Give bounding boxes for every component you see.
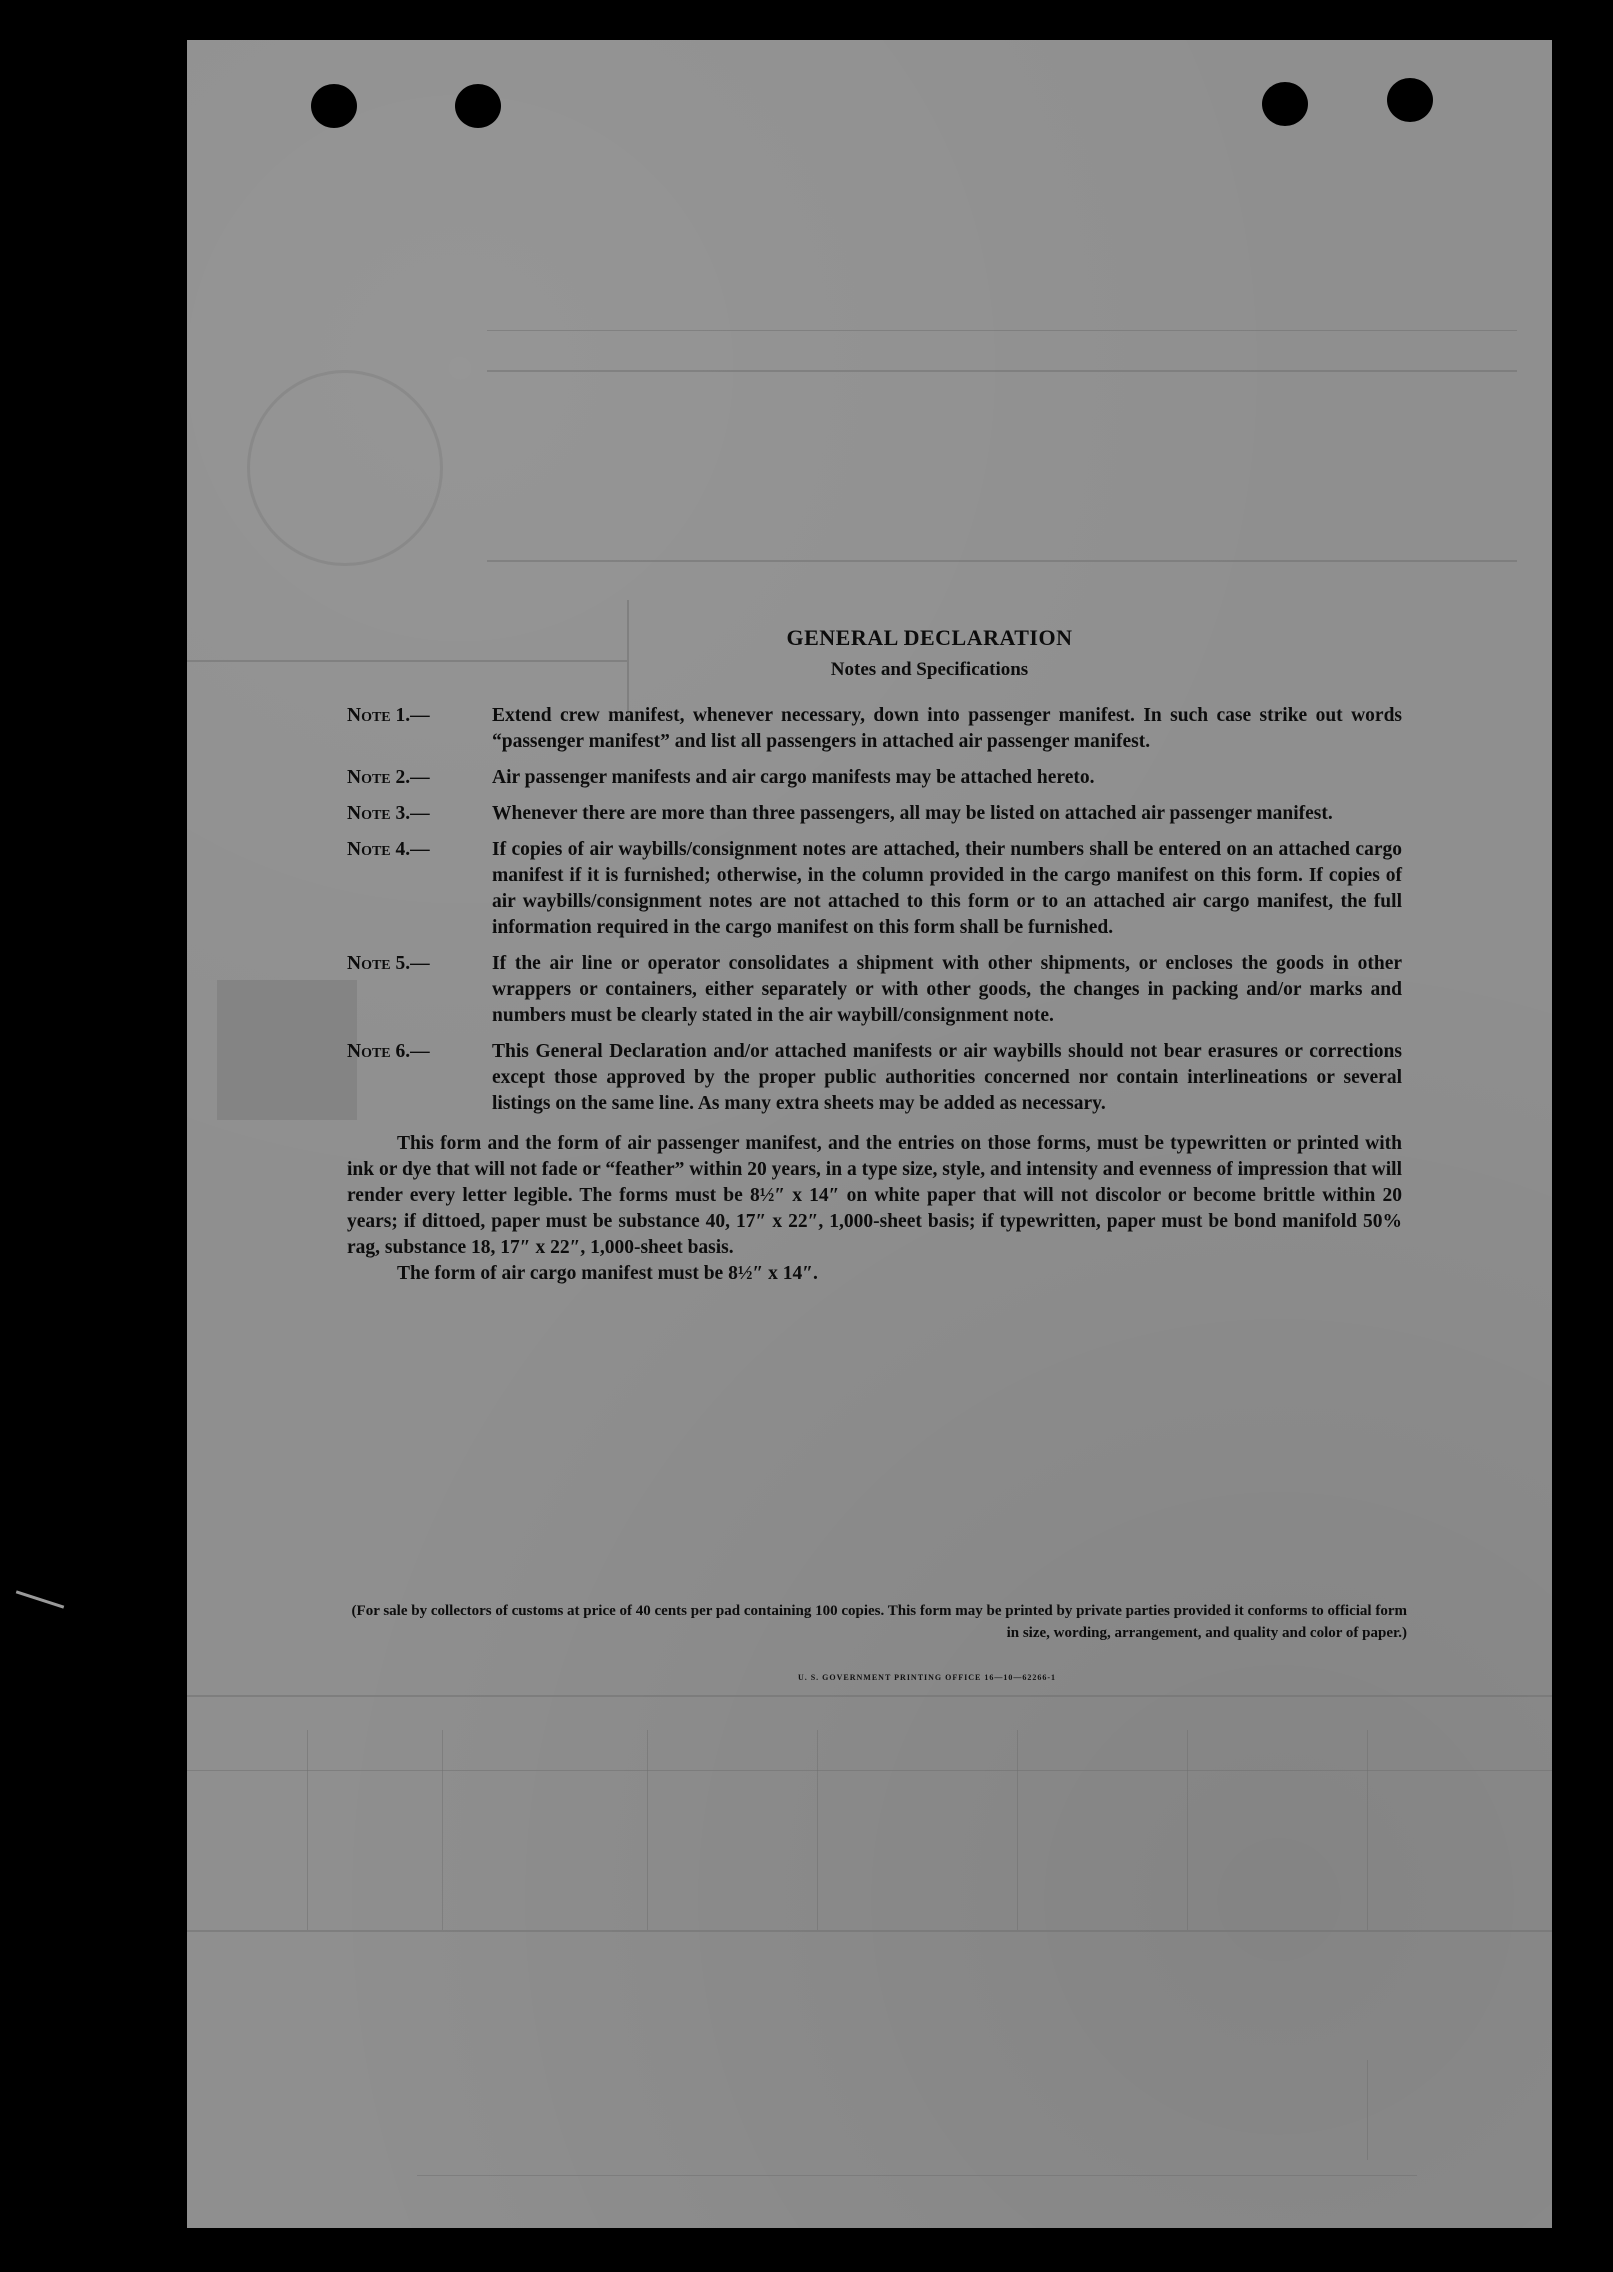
page-subtitle: Notes and Specifications bbox=[830, 659, 1029, 680]
note-label: Note 6. bbox=[347, 1041, 411, 1062]
note-text: Air passenger manifests and air cargo manifests may be attached hereto. bbox=[492, 767, 1095, 788]
note-label: Note 1. bbox=[347, 705, 411, 726]
punch-hole bbox=[311, 84, 357, 128]
note-text: If the air line or operator consolidates a shipment with other shipments, or encloses the goods in other wrappers or containers, either separately or with other goods, the changes in packing and/or marks and numbers must be clearly stated in the air waybill/consignment note. bbox=[492, 953, 1402, 1026]
cargo-manifest-size-paragraph: The form of air cargo manifest must be 8½″ x 14″. bbox=[397, 1263, 818, 1284]
punch-hole bbox=[455, 84, 501, 128]
note-4: Note 4.— If copies of air waybills/consignment notes are attached, their numbers shall be entered on an attached cargo manifest if it is furnished; otherwise, in the column provided in the cargo manifest on this form. If copies of air waybills/consignment notes are not attached to this form or to an attached air cargo manifest, the full information required in the cargo manifest on this form shall be furnished. bbox=[347, 837, 1402, 941]
notes-and-specifications bbox=[347, 625, 1402, 1287]
sale-note: (For sale by collectors of customs at price of 40 cents per pad containing 100 copies. This form may be printed by private parties provided it conforms to official form in size, wording, arrangement, and quality and color of paper.) bbox=[351, 1603, 1407, 1641]
note-2: Note 2.— Air passenger manifests and air cargo manifests may be attached hereto. bbox=[347, 765, 1402, 791]
note-label: Note 5. bbox=[347, 953, 411, 974]
document-sheet bbox=[187, 40, 1552, 2228]
note-label: Note 4. bbox=[347, 839, 411, 860]
note-5: Note 5.— If the air line or operator consolidates a shipment with other shipments, or encloses the goods in other wrappers or containers, either separately or with other goods, the changes in packing and/or marks and numbers must be clearly stated in the air waybill/consignment note. bbox=[347, 951, 1402, 1029]
note-text: Extend crew manifest, whenever necessary, down into passenger manifest. In such case strike out words “passenger manifest” and list all passengers in attached air passenger manifest. bbox=[492, 705, 1402, 752]
punch-hole bbox=[1262, 82, 1308, 126]
note-6: Note 6.— This General Declaration and/or attached manifests or air waybills should not bear erasures or corrections except those approved by the proper public authorities concerned nor contain interlineations or several listings on the same line. As many extra sheets may be added as necessary. bbox=[347, 1039, 1402, 1117]
note-1: Note 1.— Extend crew manifest, whenever necessary, down into passenger manifest. In such case strike out words “passenger manifest” and list all passengers in attached air passenger manifest. bbox=[347, 703, 1402, 755]
page-title: GENERAL DECLARATION bbox=[786, 625, 1073, 650]
note-label: Note 3. bbox=[347, 803, 411, 824]
printing-office-line: U. S. GOVERNMENT PRINTING OFFICE 16—10—62266-1 bbox=[797, 1673, 1057, 1682]
note-label: Note 2. bbox=[347, 767, 411, 788]
format-paragraph: This form and the form of air passenger manifest, and the entries on those forms, must be typewritten or printed with ink or dye that will not fade or “feather” within 20 years, in a type size, style, and intensity and evenness of impression that will render every letter legible. The forms must be 8½″ x 14″ on white paper that will not discolor or become brittle within 20 years; if dittoed, paper must be substance 40, 17″ x 22″, 1,000-sheet basis; if typewritten, paper must be bond manifold 50% rag, substance 18, 17″ x 22″, 1,000-sheet basis. bbox=[347, 1133, 1402, 1258]
note-text: This General Declaration and/or attached manifests or air waybills should not bear erasures or corrections except those approved by the proper public authorities concerned nor contain interlineations or several listings on the same line. As many extra sheets may be added as necessary. bbox=[492, 1041, 1402, 1114]
scan-artifact bbox=[16, 1590, 64, 1608]
note-text: If copies of air waybills/consignment notes are attached, their numbers shall be entered on an attached cargo manifest if it is furnished; otherwise, in the column provided in the cargo manifest on this form. If copies of air waybills/consignment notes are not attached to this form or to an attached air cargo manifest, the full information required in the cargo manifest on this form shall be furnished. bbox=[492, 839, 1402, 938]
note-text: Whenever there are more than three passengers, all may be listed on attached air passenger manifest. bbox=[492, 803, 1333, 824]
note-3: Note 3.— Whenever there are more than three passengers, all may be listed on attached air passenger manifest. bbox=[347, 801, 1402, 827]
punch-hole bbox=[1387, 78, 1433, 122]
notes-list bbox=[347, 703, 1402, 1117]
